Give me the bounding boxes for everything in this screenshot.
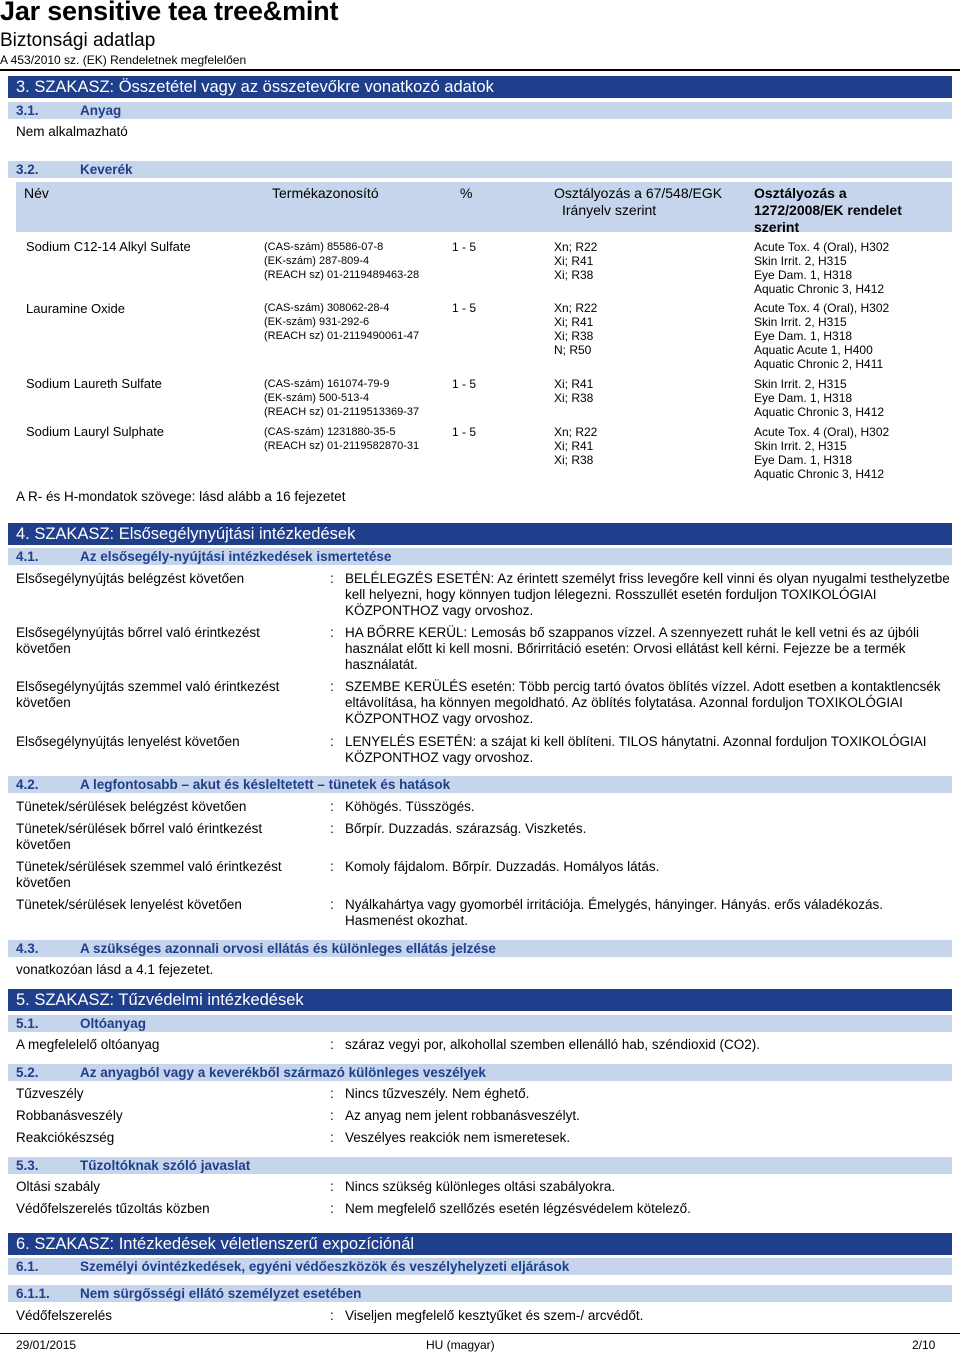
eec-class: Xi; R41 [554, 315, 594, 329]
hazard-label: Tűzveszély [16, 1086, 84, 1101]
identifier-cas: (CAS-szám) 161074-79-9 [264, 378, 390, 390]
medical-attention-note: vonatkozóan lásd a 4.1 fejezetet. [16, 962, 214, 977]
subsection-title: A legfontosabb – akut és késleltetett – tünetek és hatások [80, 777, 451, 792]
subsection-5-3-header [8, 1157, 952, 1174]
advice-value: Nem megfelelő szellőzés esetén légzésvédelem kötelező. [345, 1201, 691, 1216]
subsection-title: Tűzoltóknak szóló javaslat [80, 1158, 251, 1173]
subsection-6-1-header [8, 1258, 952, 1275]
section-6-header: 6. SZAKASZ: Intézkedések véletlenszerű expozíciónál [8, 1233, 952, 1255]
symptom-label: Tünetek/sérülések lenyelést követően [16, 897, 242, 912]
ppe-value: Viseljen megfelelő kesztyűket és szem-/ arcvédőt. [345, 1308, 644, 1323]
separator-colon: : [330, 1108, 334, 1123]
first-aid-label: Elsősegélynyújtás bőrrel való érintkezést követően [16, 625, 260, 656]
subsection-title: Az elsősegély-nyújtási intézkedések ismertetése [80, 549, 392, 564]
symptom-value: Nyálkahártya vagy gyomorbél irritációja. Émelygés, hányinger. Hányás. erős váladékozás. Hasmenést okozhat. [345, 897, 884, 928]
identifier-cas: (CAS-szám) 85586-07-8 [264, 241, 384, 253]
separator-colon: : [330, 1130, 334, 1145]
section-5-header: 5. SZAKASZ: Tűzvédelmi intézkedések [8, 989, 952, 1011]
first-aid-label: Elsősegélynyújtás belégzést követően [16, 571, 245, 586]
eec-class: Xi; R41 [554, 377, 594, 391]
identifier-reach: (REACH sz) 01-2119490061-47 [264, 330, 420, 342]
separator-colon: : [330, 821, 334, 836]
first-aid-value: BELÉLEGZÉS ESETÉN: Az érintett személyt friss levegőre kell vinni és olyan nyugalmi testhelyzetbe kell helyezni, hogy könnyen tudjon lélegezni. Rosszullét esetén forduljon TOXIKOLÓGIAI KÖZPONTHOZ vagy orvoshoz. [345, 571, 950, 618]
first-aid-value: LENYELÉS ESETÉN: a szájat ki kell öblíteni. TILOS hánytatni. Azonnal forduljon TOXIKOLÓGIAI KÖZPONTHOZ vagy orvoshoz. [345, 734, 927, 765]
subsection-title: Az anyagból vagy a keverékből származó különleges veszélyek [80, 1065, 486, 1080]
hazard-label: Reakciókészség [16, 1130, 115, 1145]
first-aid-label: Elsősegélynyújtás lenyelést követően [16, 734, 240, 749]
eec-class: Xi; R38 [554, 453, 594, 467]
section-3-header: 3. SZAKASZ: Összetétel vagy az összetevőkre vonatkozó adatok [8, 76, 952, 98]
subsection-number: 4.2. [16, 777, 39, 792]
subsection-number: 3.1. [16, 103, 39, 118]
subsection-number: 5.2. [16, 1065, 39, 1080]
separator-colon: : [330, 897, 334, 912]
clp-class: Aquatic Chronic 3, H412 [754, 282, 885, 296]
subsection-number: 4.3. [16, 941, 39, 956]
subsection-number: 5.1. [16, 1016, 39, 1031]
subsection-number: 6.1.1. [16, 1286, 50, 1301]
clp-class: Skin Irrit. 2, H315 [754, 377, 847, 391]
eec-class: Xi; R41 [554, 439, 594, 453]
percent-range: 1 - 5 [452, 377, 477, 391]
subsection-4-1-header [8, 548, 952, 565]
percent-range: 1 - 5 [452, 240, 477, 254]
hazard-value: Az anyag nem jelent robbanásveszélyt. [345, 1108, 580, 1123]
clp-class: Skin Irrit. 2, H315 [754, 315, 847, 329]
footer-date: 29/01/2015 [16, 1338, 77, 1352]
advice-label: Védőfelszerelés tűzoltás közben [16, 1201, 210, 1216]
eec-class: Xn; R22 [554, 240, 598, 254]
separator-colon: : [330, 1086, 334, 1101]
subsection-6-1-1-header [8, 1285, 952, 1302]
clp-class: Aquatic Chronic 2, H411 [754, 357, 884, 371]
eec-class: Xi; R38 [554, 268, 594, 282]
clp-class: Acute Tox. 4 (Oral), H302 [754, 240, 890, 254]
hazard-value: Nincs tűzveszély. Nem éghető. [345, 1086, 530, 1101]
col-header-percent: % [452, 182, 546, 232]
substance-note: Nem alkalmazható [16, 124, 128, 139]
advice-value: Nincs szükség különleges oltási szabályokra. [345, 1179, 616, 1194]
footer-page-number: 2/10 [912, 1338, 936, 1352]
symptom-value: Komoly fájdalom. Bőrpír. Duzzadás. Homályos látás. [345, 859, 660, 874]
subsection-number: 6.1. [16, 1259, 39, 1274]
percent-range: 1 - 5 [452, 425, 477, 439]
extinguish-value: száraz vegyi por, alkohollal szemben ellenálló hab, széndioxid (CO2). [345, 1037, 760, 1052]
separator-colon: : [330, 679, 334, 694]
regulation-reference: A 453/2010 sz. (EK) Rendeletnek megfelelően [0, 53, 247, 67]
subsection-number: 5.3. [16, 1158, 39, 1173]
document-title: Jar sensitive tea tree&mint [0, 0, 339, 26]
hazard-label: Robbanásveszély [16, 1108, 123, 1123]
symptom-label: Tünetek/sérülések bőrrel való érintkezést követően [16, 821, 263, 852]
subsection-3-2-header [8, 161, 952, 178]
clp-class: Eye Dam. 1, H318 [754, 329, 853, 343]
identifier-reach: (REACH sz) 01-2119489463-28 [264, 269, 420, 281]
subsection-title: Oltóanyag [80, 1016, 147, 1031]
separator-colon: : [330, 1037, 334, 1052]
footer-divider [0, 1333, 960, 1334]
identifier-reach: (REACH sz) 01-2119513369-37 [264, 406, 420, 418]
clp-class: Acute Tox. 4 (Oral), H302 [754, 301, 890, 315]
subsection-number: 3.2. [16, 162, 39, 177]
col-header-name: Név [16, 182, 264, 232]
extinguish-label: A megfelelelő oltóanyag [16, 1037, 160, 1052]
subsection-3-1-header [8, 102, 952, 119]
clp-class: Acute Tox. 4 (Oral), H302 [754, 425, 890, 439]
identifier-ec: (EK-szám) 287-809-4 [264, 255, 370, 267]
eec-class: Xn; R22 [554, 425, 598, 439]
ppe-label: Védőfelszerelés [16, 1308, 113, 1323]
clp-class: Eye Dam. 1, H318 [754, 268, 853, 282]
eec-class: Xi; R38 [554, 329, 594, 343]
clp-class: Eye Dam. 1, H318 [754, 453, 853, 467]
footer-language: HU (magyar) [426, 1338, 495, 1352]
percent-range: 1 - 5 [452, 301, 477, 315]
col-header-class-eec: Osztályozás a 67/548/EGK Irányelv szerint [546, 182, 746, 232]
first-aid-value: SZEMBE KERÜLÉS esetén: Több percig tartó óvatos öblítés vízzel. Adott esetben a kontaktlencsék eltávolítása, ha könnyen megoldható. Az öblítés folytatása. Azonnal forduljon TOXIKOLÓGIAI KÖZPONTHOZ vagy orvoshoz. [345, 679, 941, 726]
separator-colon: : [330, 571, 334, 586]
hazard-value: Veszélyes reakciók nem ismeretesek. [345, 1130, 571, 1145]
subsection-5-2-header [8, 1064, 952, 1081]
symptom-value: Köhögés. Tüsszögés. [345, 799, 475, 814]
separator-colon: : [330, 1201, 334, 1216]
subsection-5-1-header [8, 1015, 952, 1032]
identifier-reach: (REACH sz) 01-2119582870-31 [264, 440, 420, 452]
col-header-class-clp: Osztályozás a 1272/2008/EK rendelet szerint [746, 182, 952, 232]
separator-colon: : [330, 625, 334, 640]
symptom-value: Bőrpír. Duzzadás. szárazság. Viszketés. [345, 821, 587, 836]
clp-class: Skin Irrit. 2, H315 [754, 254, 847, 268]
clp-class: Eye Dam. 1, H318 [754, 391, 853, 405]
eec-class: N; R50 [554, 343, 592, 357]
symptom-label: Tünetek/sérülések szemmel való érintkezést követően [16, 859, 282, 890]
col-header-identifier: Termékazonosító [264, 182, 452, 232]
eec-class: Xi; R38 [554, 391, 594, 405]
first-aid-label: Elsősegélynyújtás szemmel való érintkezést követően [16, 679, 280, 710]
component-name: Sodium Lauryl Sulphate [26, 424, 165, 439]
separator-colon: : [330, 734, 334, 749]
component-name: Sodium C12-14 Alkyl Sulfate [26, 239, 191, 254]
component-name: Sodium Laureth Sulfate [26, 376, 162, 391]
symptom-label: Tünetek/sérülések belégzést követően [16, 799, 247, 814]
clp-class: Skin Irrit. 2, H315 [754, 439, 847, 453]
section-4-header: 4. SZAKASZ: Elsősegélynyújtási intézkedések [8, 523, 952, 545]
clp-class: Aquatic Acute 1, H400 [754, 343, 873, 357]
clp-class: Aquatic Chronic 3, H412 [754, 467, 885, 481]
subsection-title: Személyi óvintézkedések, egyéni védőeszközök és veszélyhelyzeti eljárások [80, 1259, 570, 1274]
eec-class: Xi; R41 [554, 254, 594, 268]
separator-colon: : [330, 1179, 334, 1194]
clp-class: Aquatic Chronic 3, H412 [754, 405, 885, 419]
subsection-title: Nem sürgősségi ellátó személyzet esetében [80, 1286, 362, 1301]
separator-colon: : [330, 859, 334, 874]
separator-colon: : [330, 799, 334, 814]
subsection-title: Anyag [80, 103, 122, 118]
advice-label: Oltási szabály [16, 1179, 101, 1194]
eec-class: Xn; R22 [554, 301, 598, 315]
subsection-title: A szükséges azonnali orvosi ellátás és különleges ellátás jelzése [80, 941, 496, 956]
identifier-cas: (CAS-szám) 1231880-35-5 [264, 426, 396, 438]
identifier-cas: (CAS-szám) 308062-28-4 [264, 302, 390, 314]
subsection-4-2-header [8, 776, 952, 793]
identifier-ec: (EK-szám) 931-292-6 [264, 316, 370, 328]
header-divider [0, 69, 960, 71]
subsection-title: Keverék [80, 162, 133, 177]
identifier-ec: (EK-szám) 500-513-4 [264, 392, 370, 404]
separator-colon: : [330, 1308, 334, 1323]
document-subtitle: Biztonsági adatlap [0, 30, 156, 51]
subsection-4-3-header [8, 940, 952, 957]
subsection-number: 4.1. [16, 549, 39, 564]
component-name: Lauramine Oxide [26, 301, 125, 316]
phrases-note: A R- és H-mondatok szövege: lásd alább a 16 fejezetet [16, 489, 346, 504]
first-aid-value: HA BŐRRE KERÜL: Lemosás bő szappanos vízzel. A szennyezett ruhát le kell vetni és az újbóli használat előtt ki kell mosni. Bőrirritáció esetén: Orvosi ellátást kell kérni. Fejezze be a termék használatát. [345, 625, 920, 672]
